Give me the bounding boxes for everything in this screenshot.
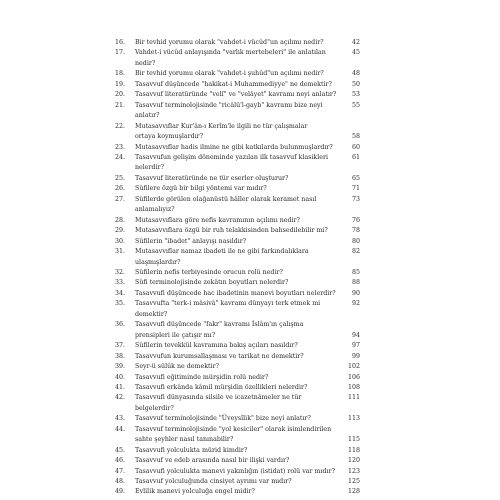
toc-entry	[115, 352, 360, 362]
toc-entry	[115, 48, 360, 69]
toc-entry-title: Bir tevhid yorumu olarak "vahdet-i vücûd"un açılımı nedir?	[135, 39, 324, 46]
toc-entry-number: 21.	[115, 101, 126, 109]
toc-entry-title: Tasavvufi dünyasında silsile ve icazetnâmeler ne tür belgelerdir?	[135, 394, 302, 412]
toc-entry-page-number: 71	[351, 185, 360, 193]
toc-entry-number: 39.	[115, 363, 126, 371]
toc-entry-number: 16.	[115, 39, 126, 46]
toc-entry-title: Tasavvufi erkânda kâmil mürşidin özellikleri nelerdir?	[135, 383, 308, 391]
toc-entry	[115, 80, 360, 90]
toc-entry-page-number: 102	[347, 363, 360, 371]
toc-entry	[115, 69, 360, 79]
toc-entry	[115, 383, 360, 393]
toc-entry-number: 32.	[115, 268, 126, 276]
toc-entry-page-number: 125	[347, 478, 360, 486]
toc-entry-title: Tasavvuf terminolojisinde "Üveysîlik" bize neyi anlatır?	[135, 415, 311, 423]
toc-entry-page-number: 50	[351, 80, 360, 88]
toc-entry-page-number: 97	[351, 342, 360, 350]
toc-entry	[115, 393, 360, 414]
toc-entry-number: 17.	[115, 49, 126, 57]
toc-entry	[115, 456, 360, 466]
toc-entry	[115, 195, 360, 216]
toc-entry-page-number: 76	[351, 216, 360, 224]
toc-entry	[115, 38, 360, 48]
toc-entry	[115, 184, 360, 194]
toc-entry	[115, 101, 360, 122]
toc-entry-number: 43.	[115, 415, 126, 423]
toc-entry-title: Bir tevhid yorumu olarak "vahdet-i şuhûd"un açılımı nedir?	[135, 70, 324, 78]
toc-entry-number: 30.	[115, 237, 126, 245]
toc-entry-title: Tasavvuf literatüründe "velî" ve "velâyet" kavramı neyi anlatır?	[135, 91, 337, 99]
toc-entry	[115, 226, 360, 236]
toc-entry-page-number: 53	[351, 91, 360, 99]
table-of-contents	[115, 38, 360, 498]
toc-entry-number: 19.	[115, 80, 126, 88]
toc-entry-page-number: 73	[351, 195, 360, 203]
toc-entry-title: Tasavvuf düşüncede "hakikat-i Muhammediyye" ne demektir?	[135, 80, 332, 88]
toc-entry-page-number: 42	[351, 39, 360, 46]
toc-entry	[115, 487, 360, 497]
toc-entry-title: Sûfi terminolojisinde zekâtın boyutları nelerdir?	[135, 279, 289, 287]
toc-entry	[115, 153, 360, 174]
toc-entry-number: 41.	[115, 383, 126, 391]
toc-entry	[115, 216, 360, 226]
toc-entry-title: Sûfilerde görülen olağanüstü hâller olarak keramet nasıl anlamalıyız?	[135, 195, 317, 214]
toc-entry-page-number: 78	[351, 227, 360, 235]
toc-entry-title: Sûfilere özgü bir bilgi yöntemi var mıdır?	[135, 185, 267, 193]
toc-entry-number: 37.	[115, 342, 126, 350]
toc-entry-title: Tasavvufun gelişim döneminde yazılan ilk tasavvuf klasikleri nelerdir?	[135, 153, 328, 172]
toc-entry	[115, 425, 360, 446]
toc-entry-number: 34.	[115, 289, 126, 297]
toc-entry-page-number: 94	[351, 331, 360, 339]
toc-entry-page-number: 82	[351, 248, 360, 256]
toc-entry-page-number: 45	[351, 49, 360, 57]
toc-entry-number: 31.	[115, 248, 126, 256]
toc-entry-title: Mutasavvıflar namaz ibadeti ile ne gibi farkındalıklara ulaşmışlardır?	[135, 248, 309, 266]
toc-entry-title: Mutasavvıflara özgü bir ruh telakkisinden bahsedilebilir mi?	[135, 227, 328, 235]
toc-entry	[115, 247, 360, 268]
toc-entry	[115, 122, 360, 143]
toc-entry-title: Mutasavvıflar Kur'ân-ı Kerîm'le ilgili ne tür çalışmalar ortaya koymuşlardır?	[135, 122, 308, 141]
toc-entry-title: Tasavvuf ve edeb arasında nasıl bir ilişki vardır?	[135, 457, 290, 465]
toc-entry-number: 44.	[115, 425, 126, 433]
toc-entry	[115, 299, 360, 320]
toc-entry-number: 48.	[115, 478, 126, 486]
toc-entry	[115, 467, 360, 477]
toc-entry-title: Tasavvuf terminolojisinde "ricâlü'l-gayb" kavramı bize neyi anlatır?	[135, 101, 323, 120]
toc-entry-number: 22.	[115, 122, 126, 130]
toc-entry-number: 33.	[115, 279, 126, 287]
toc-entry-title: Mutasavvıflar hadis ilmine ne gibi katkılarda bulunmuşlardır?	[135, 143, 333, 151]
toc-entry-page-number: 118	[347, 446, 360, 454]
toc-entry-number: 42.	[115, 394, 126, 402]
toc-entry-page-number: 123	[347, 467, 360, 475]
toc-entry	[115, 341, 360, 351]
toc-entry-page-number: 99	[351, 352, 360, 360]
toc-entry-number: 45.	[115, 446, 126, 454]
toc-entry-title: Vahdet-i vücûd anlayışında "varlık mertebeleri" ile anlatılan nedir?	[135, 49, 326, 67]
toc-entry-title: Tasavvufi düşüncede hac ibadetinin manevi boyutları nelerdir?	[135, 289, 336, 297]
toc-entry-page-number: 108	[347, 383, 360, 391]
toc-entry-number: 29.	[115, 227, 126, 235]
toc-entry-number: 27.	[115, 195, 126, 203]
toc-entry	[115, 477, 360, 487]
toc-entry-title: Tasavvuf yolculuğunda cinsiyet ayrımı var mıdır?	[135, 478, 292, 486]
toc-entry-number: 24.	[115, 153, 126, 161]
toc-entry-title: Tasavvufi yolculukta manevi yakınlığın (istidat) rolü var mıdır?	[135, 467, 335, 475]
toc-entry-number: 38.	[115, 352, 126, 360]
toc-entry-number: 18.	[115, 70, 126, 78]
toc-entry	[115, 289, 360, 299]
toc-entry	[115, 174, 360, 184]
toc-entry-title: Tasavvufi yolculukta mürid kimdir?	[135, 446, 248, 454]
toc-entry-title: Sûfilerin nefis terbiyesinde orucun rolü nedir?	[135, 268, 283, 276]
toc-entry-page-number: 60	[351, 143, 360, 151]
toc-entry	[115, 268, 360, 278]
toc-entry	[115, 373, 360, 383]
toc-entry-page-number: 113	[347, 415, 360, 423]
toc-entry-title: Mutasavvıflara göre nefis kavramının açılımı nedir?	[135, 216, 300, 224]
toc-entry-page-number: 80	[351, 237, 360, 245]
toc-entry-page-number: 61	[351, 153, 360, 161]
toc-entry-page-number: 120	[347, 457, 360, 465]
toc-entry	[115, 90, 360, 100]
toc-entry	[115, 237, 360, 247]
toc-entry-number: 20.	[115, 91, 126, 99]
toc-entry-number: 47.	[115, 467, 126, 475]
toc-entry-number: 36.	[115, 321, 126, 329]
toc-entry	[115, 320, 360, 341]
toc-entry-number: 49.	[115, 488, 126, 496]
toc-entry-page-number: 90	[351, 289, 360, 297]
toc-entry-page-number: 55	[351, 101, 360, 109]
toc-entry	[115, 278, 360, 288]
toc-entry	[115, 414, 360, 424]
toc-entry-page-number: 115	[347, 436, 360, 444]
toc-entry-page-number: 85	[351, 268, 360, 276]
toc-entry-number: 23.	[115, 143, 126, 151]
toc-entry-title: Tasavvufi düşüncede "fakr" kavramı İslâm'ın çalışma prensipleri ile çatışır mı?	[135, 321, 304, 339]
toc-entry-title: Sûfilerin tevekkül kavramına bakış açıları nasıldır?	[135, 342, 298, 350]
toc-entry-number: 35.	[115, 300, 126, 308]
toc-entry-title: Tasavvuf literatüründe ne tür eserler oluşturur?	[135, 174, 289, 182]
toc-entry-title: Sûfilerin "ibadet" anlayışı nasıldır?	[135, 237, 247, 245]
toc-entry-title: Tasavvufun kurumsallaşması ve tarikat ne demektir?	[135, 352, 304, 360]
toc-entry-page-number: 88	[351, 279, 360, 287]
toc-entry-page-number: 92	[351, 300, 360, 308]
toc-entry-title: Evlilik manevi yolculuğa engel midir?	[135, 488, 255, 496]
toc-entry-title: Seyr-ü sülûk ne demektir?	[135, 363, 219, 371]
toc-entry-page-number: 65	[351, 174, 360, 182]
toc-entry	[115, 143, 360, 153]
toc-entry-number: 28.	[115, 216, 126, 224]
toc-entry-number: 46.	[115, 457, 126, 465]
toc-entry-page-number: 58	[351, 133, 360, 141]
toc-entry-number: 26.	[115, 185, 126, 193]
toc-entry-title: Tasavvufta "terk-i mâsivâ" kavramı dünyayı terk etmek mi demektir?	[135, 300, 321, 318]
toc-entry-page-number: 48	[351, 70, 360, 78]
toc-entry-number: 25.	[115, 174, 126, 182]
toc-entry-title: Tasavvufi eğitiminde mürşidin rolü nedir?	[135, 373, 269, 381]
toc-entry-page-number: 106	[347, 373, 360, 381]
toc-entry-title: Tasavvuf terminolojisinde "yol kesiciler" olarak isimlendirilen sahte şeyhler nasıl tanınabilir?	[135, 425, 332, 444]
toc-entry-page-number: 128	[347, 488, 360, 496]
toc-entry	[115, 446, 360, 456]
toc-entry-page-number: 111	[347, 394, 360, 402]
toc-entry	[115, 362, 360, 372]
toc-entry-number: 40.	[115, 373, 126, 381]
